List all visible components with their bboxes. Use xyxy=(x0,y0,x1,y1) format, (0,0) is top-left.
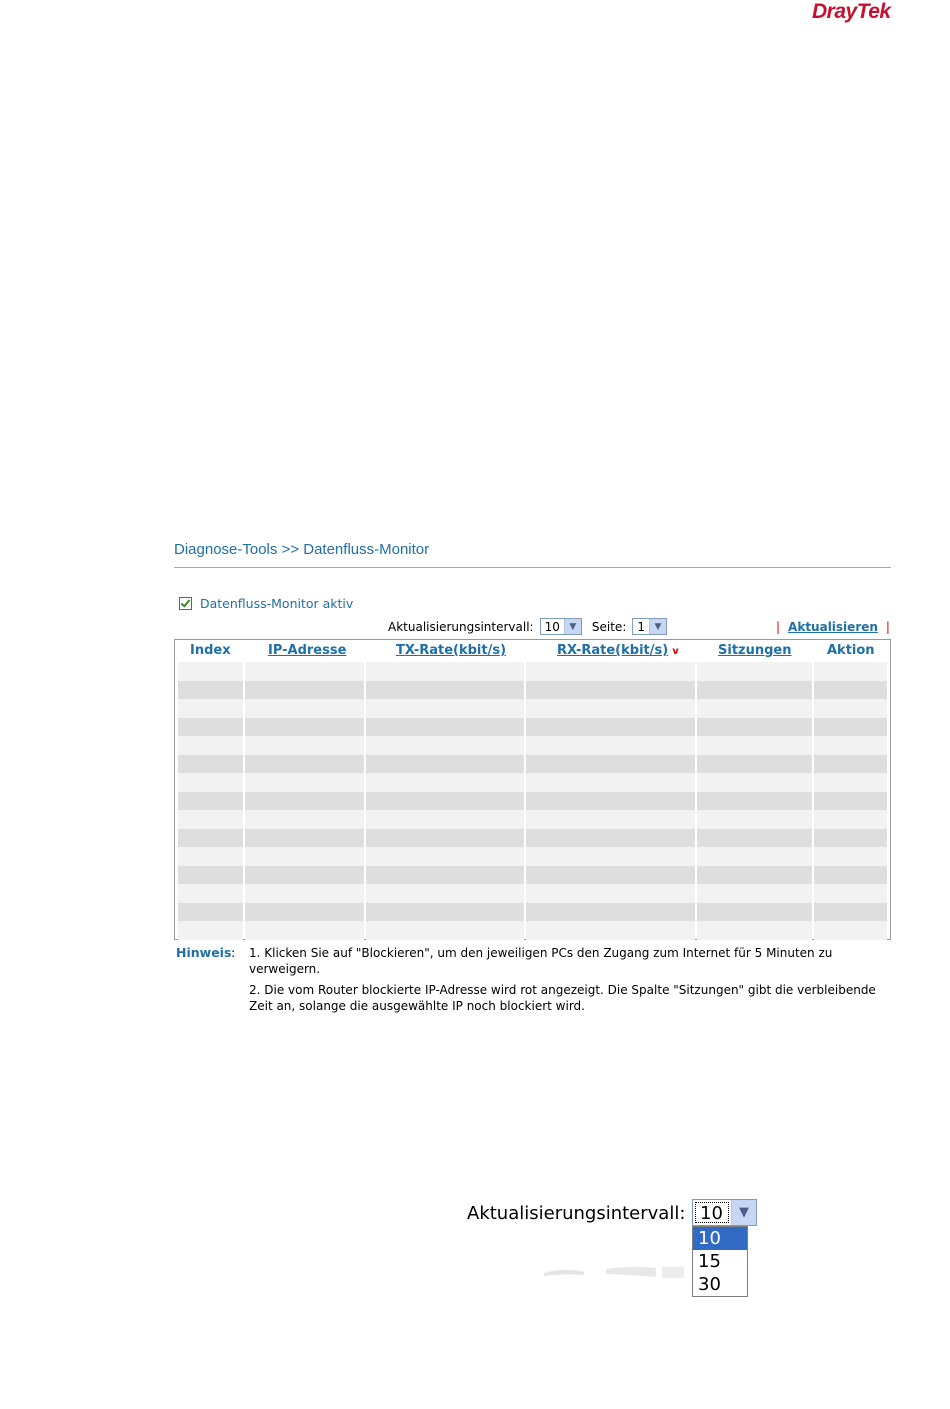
table-cell xyxy=(245,921,364,940)
table-cell xyxy=(245,792,364,811)
table-cell xyxy=(814,792,887,811)
table-cell xyxy=(526,847,695,866)
table-cell xyxy=(697,829,812,848)
table-cell xyxy=(697,866,812,885)
interval-select-value: 10 xyxy=(544,619,560,634)
draytek-logo: DrayTek xyxy=(812,0,891,23)
table-cell xyxy=(814,921,887,940)
table-cell xyxy=(814,884,887,903)
separator-left: | xyxy=(776,620,781,634)
page-label: Seite: xyxy=(591,619,627,634)
table-cell xyxy=(526,884,695,903)
zoom-interval-options xyxy=(692,1226,748,1297)
page-select-value: 1 xyxy=(637,619,645,634)
table-body xyxy=(178,662,887,940)
table-cell xyxy=(178,829,243,848)
table-cell xyxy=(366,903,524,922)
table-cell xyxy=(814,829,887,848)
sort-desc-icon: v xyxy=(672,646,679,657)
table-row xyxy=(178,829,887,848)
table-cell xyxy=(245,829,364,848)
table-row xyxy=(178,903,887,922)
note-item-2: 2. Die vom Router blockierte IP-Adresse wird rot angezeigt. Die Spalte "Sitzungen" gibt die verbleibende Zeit an, solange die ausgewählte IP noch blockiert wird. xyxy=(249,983,876,1013)
table-cell xyxy=(178,736,243,755)
table-cell xyxy=(814,903,887,922)
table-cell xyxy=(178,699,243,718)
table-cell xyxy=(697,810,812,829)
table-cell xyxy=(366,773,524,792)
table-row xyxy=(178,773,887,792)
table-row xyxy=(178,718,887,737)
table-cell xyxy=(366,662,524,681)
table-cell xyxy=(697,699,812,718)
table-cell xyxy=(697,903,812,922)
table-cell xyxy=(526,718,695,737)
table-cell xyxy=(814,773,887,792)
table-cell xyxy=(697,662,812,681)
table-cell xyxy=(697,718,812,737)
header-ip-address[interactable]: IP-Adresse xyxy=(268,643,347,658)
table-cell xyxy=(814,755,887,774)
interval-label: Aktualisierungsintervall: xyxy=(388,619,534,634)
table-cell xyxy=(178,866,243,885)
header-rx-rate[interactable]: RX-Rate(kbit/s) xyxy=(557,643,669,658)
table-cell xyxy=(178,755,243,774)
table-cell xyxy=(814,736,887,755)
table-cell xyxy=(178,662,243,681)
table-row xyxy=(178,884,887,903)
page-title: Diagnose-Tools >> Datenfluss-Monitor xyxy=(174,541,430,558)
zoom-interval-select[interactable] xyxy=(692,1199,757,1226)
table-cell xyxy=(366,718,524,737)
table-cell xyxy=(366,755,524,774)
table-cell xyxy=(526,921,695,940)
table-cell xyxy=(178,792,243,811)
table-cell xyxy=(526,699,695,718)
chevron-down-icon[interactable]: ▼ xyxy=(564,619,581,634)
monitor-enable-row[interactable] xyxy=(179,596,353,611)
chevron-down-icon[interactable]: ▼ xyxy=(731,1200,756,1225)
table-cell xyxy=(245,755,364,774)
table-cell xyxy=(814,810,887,829)
table-cell xyxy=(178,718,243,737)
header-sessions[interactable]: Sitzungen xyxy=(718,643,792,658)
note-label: Hinweis xyxy=(176,945,232,960)
table-cell xyxy=(245,718,364,737)
zoom-interval-label: Aktualisierungsintervall: xyxy=(467,1203,686,1224)
table-cell xyxy=(366,866,524,885)
table-cell xyxy=(178,884,243,903)
refresh-area xyxy=(776,620,890,634)
table-cell xyxy=(814,662,887,681)
table-cell xyxy=(178,847,243,866)
zoom-interval-value: 10 xyxy=(695,1202,729,1223)
table-cell xyxy=(697,847,812,866)
table-cell xyxy=(814,718,887,737)
table-cell xyxy=(366,829,524,848)
refresh-link[interactable]: Aktualisieren xyxy=(788,620,878,634)
page-select[interactable] xyxy=(632,618,667,635)
table-cell xyxy=(526,773,695,792)
table-cell xyxy=(245,903,364,922)
table-cell xyxy=(178,810,243,829)
table-cell xyxy=(526,792,695,811)
data-flow-table xyxy=(174,639,891,940)
note-item-1: 1. Klicken Sie auf "Blockieren", um den jeweiligen PCs den Zugang zum Internet für 5 Minuten zu verweigern. xyxy=(249,946,833,976)
table-row xyxy=(178,699,887,718)
table-cell xyxy=(366,699,524,718)
table-cell xyxy=(697,773,812,792)
zoom-option-30[interactable]: 30 xyxy=(698,1274,721,1295)
separator-right: | xyxy=(885,620,890,634)
table-row xyxy=(178,847,887,866)
table-cell xyxy=(245,736,364,755)
table-cell xyxy=(814,866,887,885)
table-cell xyxy=(245,662,364,681)
chevron-down-icon[interactable]: ▼ xyxy=(649,619,666,634)
table-row xyxy=(178,736,887,755)
table-row xyxy=(178,810,887,829)
header-tx-rate[interactable]: TX-Rate(kbit/s) xyxy=(396,643,507,658)
table-cell xyxy=(366,884,524,903)
table-cell xyxy=(526,662,695,681)
table-cell xyxy=(697,736,812,755)
decorative-smudge xyxy=(544,1263,684,1281)
table-row xyxy=(178,755,887,774)
table-cell xyxy=(366,847,524,866)
table-cell xyxy=(697,681,812,700)
table-cell xyxy=(814,847,887,866)
table-cell xyxy=(526,755,695,774)
table-cell xyxy=(697,792,812,811)
table-cell xyxy=(366,792,524,811)
table-row xyxy=(178,681,887,700)
interval-select[interactable] xyxy=(540,618,582,635)
table-cell xyxy=(697,921,812,940)
table-cell xyxy=(526,681,695,700)
zoom-option-15[interactable]: 15 xyxy=(698,1251,721,1272)
controls-row xyxy=(388,618,667,635)
header-rx-rate-group xyxy=(557,643,679,658)
table-cell xyxy=(245,681,364,700)
table-cell xyxy=(366,736,524,755)
table-cell xyxy=(814,699,887,718)
monitor-enable-label: Datenfluss-Monitor aktiv xyxy=(200,596,354,611)
monitor-enable-checkbox[interactable] xyxy=(179,597,192,610)
table-cell xyxy=(178,921,243,940)
table-row xyxy=(178,921,887,940)
table-row xyxy=(178,792,887,811)
table-cell xyxy=(366,681,524,700)
table-cell xyxy=(178,681,243,700)
note-colon: : xyxy=(231,945,236,960)
header-index: Index xyxy=(190,643,231,658)
table-cell xyxy=(178,903,243,922)
table-cell xyxy=(526,829,695,848)
header-action: Aktion xyxy=(827,643,875,658)
table-cell xyxy=(366,921,524,940)
table-cell xyxy=(245,810,364,829)
table-cell xyxy=(245,773,364,792)
table-cell xyxy=(245,866,364,885)
table-cell xyxy=(245,884,364,903)
title-divider xyxy=(174,567,891,568)
table-cell xyxy=(526,736,695,755)
table-cell xyxy=(178,773,243,792)
table-row xyxy=(178,662,887,681)
zoom-option-10[interactable]: 10 xyxy=(693,1227,747,1250)
table-cell xyxy=(814,681,887,700)
table-cell xyxy=(526,903,695,922)
table-row xyxy=(178,866,887,885)
table-cell xyxy=(526,810,695,829)
table-cell xyxy=(245,699,364,718)
table-cell xyxy=(697,755,812,774)
table-cell xyxy=(697,884,812,903)
table-cell xyxy=(245,847,364,866)
table-cell xyxy=(366,810,524,829)
table-cell xyxy=(526,866,695,885)
